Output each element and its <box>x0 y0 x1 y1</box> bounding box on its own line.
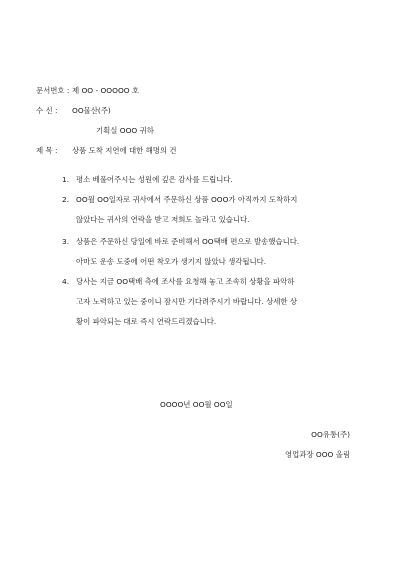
recipient-label: 수 신 : <box>36 106 58 115</box>
item-number-1: 1. <box>62 175 70 184</box>
document-date: OOOO년 OO월 OO일 <box>160 400 233 409</box>
recipient-company: OO물산(주) <box>72 106 111 115</box>
item-number-2: 2. <box>62 195 70 204</box>
item-1-line-1: 평소 베풀어주시는 성원에 깊은 감사를 드립니다. <box>76 175 233 184</box>
sender-signature: 영업과장 OOO 올림 <box>285 450 350 459</box>
sender-company: OO유통(주) <box>311 430 350 439</box>
item-4-line-3: 황이 파악되는 대로 즉시 연락드리겠습니다. <box>76 317 217 326</box>
item-2-line-1: OO월 OO일자로 귀사에서 주문하신 상품 OOO가 아직까지 도착하지 <box>76 195 298 204</box>
doc-number-label: 문서번호 : <box>36 86 70 95</box>
item-3-line-2: 아마도 운송 도중에 어떤 착오가 생기지 않았나 생각됩니다. <box>76 257 267 266</box>
item-4-line-1: 당사는 지금 OO택배 측에 조사를 요청해 놓고 조속히 상황을 파악하 <box>76 277 295 286</box>
item-3-line-1: 상품은 주문하신 당일에 바로 준비해서 OO택배 편으로 발송했습니다. <box>76 237 300 246</box>
recipient-attention: 기획실 OOO 귀하 <box>96 126 154 135</box>
subject-label: 제 목 : <box>36 146 58 155</box>
item-2-line-2: 않았다는 귀사의 연락을 받고 저희도 놀라고 있습니다. <box>76 215 250 224</box>
item-number-4: 4. <box>62 277 70 286</box>
subject-value: 상품 도착 지연에 대한 해명의 건 <box>72 146 177 155</box>
item-number-3: 3. <box>62 237 70 246</box>
doc-number-value: 제 OO - OOOOO 호 <box>72 86 140 95</box>
item-4-line-2: 고자 노력하고 있는 중이니 잠시만 기다려주시기 바랍니다. 상세한 상 <box>76 297 298 306</box>
